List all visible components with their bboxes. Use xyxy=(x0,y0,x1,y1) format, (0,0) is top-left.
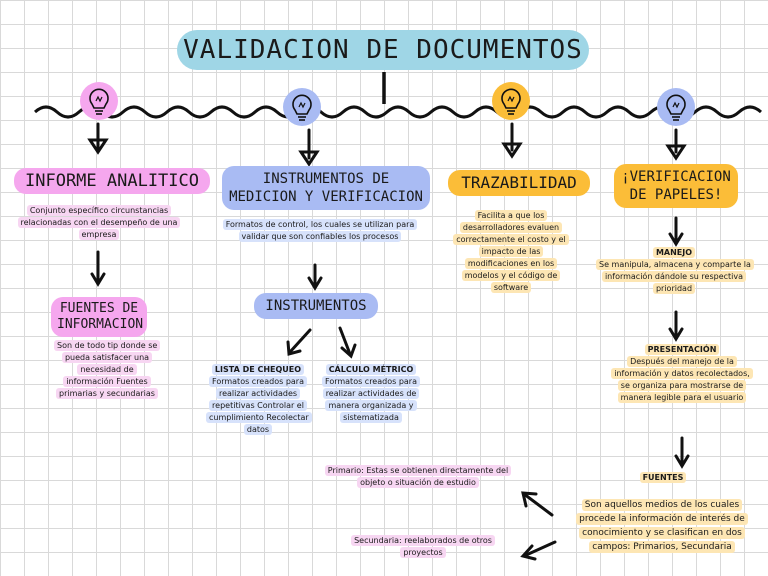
bulb-icon xyxy=(80,82,118,120)
arrow-down-icon xyxy=(90,124,106,152)
heading-instrumentos: INSTRUMENTOS xyxy=(254,293,378,319)
manejo-desc: Se manipula, almacena y comparte la información dándole su respectiva prioridad xyxy=(596,259,752,295)
arrow-left-icon xyxy=(523,542,555,559)
wavy-connector xyxy=(35,107,761,117)
lista-chequeo-block xyxy=(206,364,310,436)
arrow-diag-icon xyxy=(340,328,355,356)
bulb-icon xyxy=(283,88,321,126)
bulb-icon xyxy=(657,88,695,126)
arrow-down-icon xyxy=(309,265,321,288)
instrumentos-medicion-desc: Formatos de control, los cuales se utilizan para validar que son confiables los procesos xyxy=(222,219,418,243)
primario-note: Primario: Estas se obtienen directamente del objeto o situación de estudio xyxy=(322,465,514,489)
heading-instrumentos-medicion: INSTRUMENTOS DE MEDICION Y VERIFICACION xyxy=(222,166,430,210)
presentacion-desc: Después del manejo de la información y datos recolectados, se organiza para mostrarse de manera legible para el usuario xyxy=(608,356,756,404)
calculo-metrico-desc: Formatos creados para realizar actividades de manera organizada y sistematizada xyxy=(318,376,424,424)
arrow-down-icon xyxy=(676,438,688,466)
trazabilidad-desc: Facilita a que los desarrolladores evaluen correctamente el costo y el impacto de las modificaciones en los modelos y el código de software xyxy=(450,210,572,294)
arrow-down-icon xyxy=(668,130,684,158)
bulb-icon xyxy=(492,82,530,120)
fuentes-informacion-desc: Son de todo tip donde se pueda satisfacer una necesidad de información Fuentes primarias y secundarias xyxy=(54,340,160,400)
fuentes-title: FUENTES xyxy=(634,472,692,484)
calculo-metrico-title: CÁLCULO MÉTRICO xyxy=(318,364,424,376)
heading-fuentes-informacion: FUENTES DE INFORMACION xyxy=(51,297,147,337)
heading-verificacion-papeles: ¡VERIFICACION DE PAPELES! xyxy=(614,164,738,208)
manejo-block xyxy=(596,247,752,295)
informe-analitico-desc: Conjunto específico circunstancias relacionadas con el desempeño de una empresa xyxy=(6,205,192,241)
arrow-down-icon xyxy=(670,312,682,339)
secundario-note: Secundaria: reelaborados de otros proyectos xyxy=(344,535,502,559)
heading-informe-analitico: INFORME ANALITICO xyxy=(14,168,210,194)
arrow-down-icon xyxy=(92,252,104,284)
arrow-left-icon xyxy=(523,493,552,515)
page-title: VALIDACION DE DOCUMENTOS xyxy=(177,30,589,70)
manejo-title: MANEJO xyxy=(596,247,752,259)
arrow-down-icon xyxy=(670,218,682,244)
arrow-diag-icon xyxy=(288,330,310,354)
lista-chequeo-title: LISTA DE CHEQUEO xyxy=(206,364,310,376)
heading-trazabilidad: TRAZABILIDAD xyxy=(448,170,590,196)
presentacion-title: PRESENTACIÓN xyxy=(608,344,756,356)
fuentes-desc: Son aquellos medios de los cuales procede la información de interés de conocimiento y se clasifican en dos campos: Primarios, Secundaria xyxy=(566,498,758,554)
calculo-metrico-block xyxy=(318,364,424,424)
arrow-down-icon xyxy=(504,124,520,156)
presentacion-block xyxy=(608,344,756,404)
lista-chequeo-desc: Formatos creados para realizar actividades repetitivas Controlar el cumplimiento Recolectar datos xyxy=(206,376,310,436)
arrow-down-icon xyxy=(301,130,317,164)
